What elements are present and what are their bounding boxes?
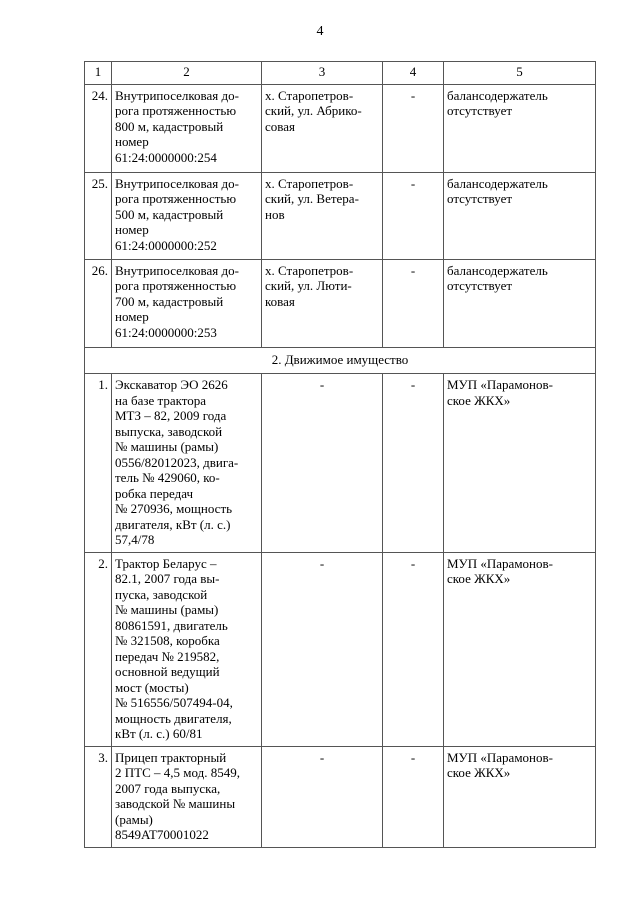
item-address: - bbox=[262, 552, 383, 746]
page-number: 4 bbox=[316, 24, 324, 39]
item-holder: балансодержатель отсутствует bbox=[444, 172, 596, 259]
item-col4: - bbox=[383, 374, 444, 553]
item-holder: балансодержатель отсутствует bbox=[444, 84, 596, 172]
item-description: Внутрипоселковая до- рога протяженностью 800 м, кадастровый номер 61:24:0000000:254 bbox=[112, 84, 262, 172]
table-header-row bbox=[85, 62, 596, 85]
item-address: - bbox=[262, 746, 383, 847]
item-col4: - bbox=[383, 259, 444, 347]
column-header: 3 bbox=[262, 62, 383, 85]
item-holder: балансодержатель отсутствует bbox=[444, 259, 596, 347]
table-row bbox=[85, 84, 596, 172]
property-table bbox=[84, 61, 596, 848]
row-number: 3. bbox=[85, 746, 112, 847]
row-number: 26. bbox=[85, 259, 112, 347]
table-row bbox=[85, 172, 596, 259]
item-description: Экскаватор ЭО 2626 на базе трактора МТЗ – 82, 2009 года выпуска, заводской № машины (рамы) 0556/82012023, двига- тель № 429060, ко- робка передач № 270936, мощность двигателя, кВт (л. с.) 57,4/78 bbox=[112, 374, 262, 553]
table-row bbox=[85, 374, 596, 553]
row-number: 2. bbox=[85, 552, 112, 746]
column-header: 5 bbox=[444, 62, 596, 85]
table-row bbox=[85, 746, 596, 847]
item-col4: - bbox=[383, 746, 444, 847]
table-row bbox=[85, 259, 596, 347]
item-address: х. Старопетров- ский, ул. Абрико- совая bbox=[262, 84, 383, 172]
table-row bbox=[85, 552, 596, 746]
item-holder: МУП «Парамонов- ское ЖКХ» bbox=[444, 374, 596, 553]
item-description: Трактор Беларус – 82.1, 2007 года вы- пуска, заводской № машины (рамы) 80861591, двигатель № 321508, коробка передач № 219582, основной ведущий мост (мосты) № 516556/507494-04, мощность двигателя, кВт (л. с.) 60/81 bbox=[112, 552, 262, 746]
column-header: 4 bbox=[383, 62, 444, 85]
item-description: Внутрипоселковая до- рога протяженностью 500 м, кадастровый номер 61:24:0000000:252 bbox=[112, 172, 262, 259]
item-address: х. Старопетров- ский, ул. Ветера- нов bbox=[262, 172, 383, 259]
section-row bbox=[85, 347, 596, 374]
column-header: 1 bbox=[85, 62, 112, 85]
column-header: 2 bbox=[112, 62, 262, 85]
item-description: Внутрипоселковая до- рога протяженностью 700 м, кадастровый номер 61:24:0000000:253 bbox=[112, 259, 262, 347]
section-title: 2. Движимое имущество bbox=[85, 347, 596, 374]
item-address: х. Старопетров- ский, ул. Люти- ковая bbox=[262, 259, 383, 347]
row-number: 1. bbox=[85, 374, 112, 553]
item-col4: - bbox=[383, 552, 444, 746]
item-holder: МУП «Парамонов- ское ЖКХ» bbox=[444, 552, 596, 746]
item-holder: МУП «Парамонов- ское ЖКХ» bbox=[444, 746, 596, 847]
item-col4: - bbox=[383, 172, 444, 259]
row-number: 25. bbox=[85, 172, 112, 259]
item-col4: - bbox=[383, 84, 444, 172]
row-number: 24. bbox=[85, 84, 112, 172]
item-address: - bbox=[262, 374, 383, 553]
item-description: Прицеп тракторный 2 ПТС – 4,5 мод. 8549, 2007 года выпуска, заводской № машины (рамы) 8549AT70001022 bbox=[112, 746, 262, 847]
